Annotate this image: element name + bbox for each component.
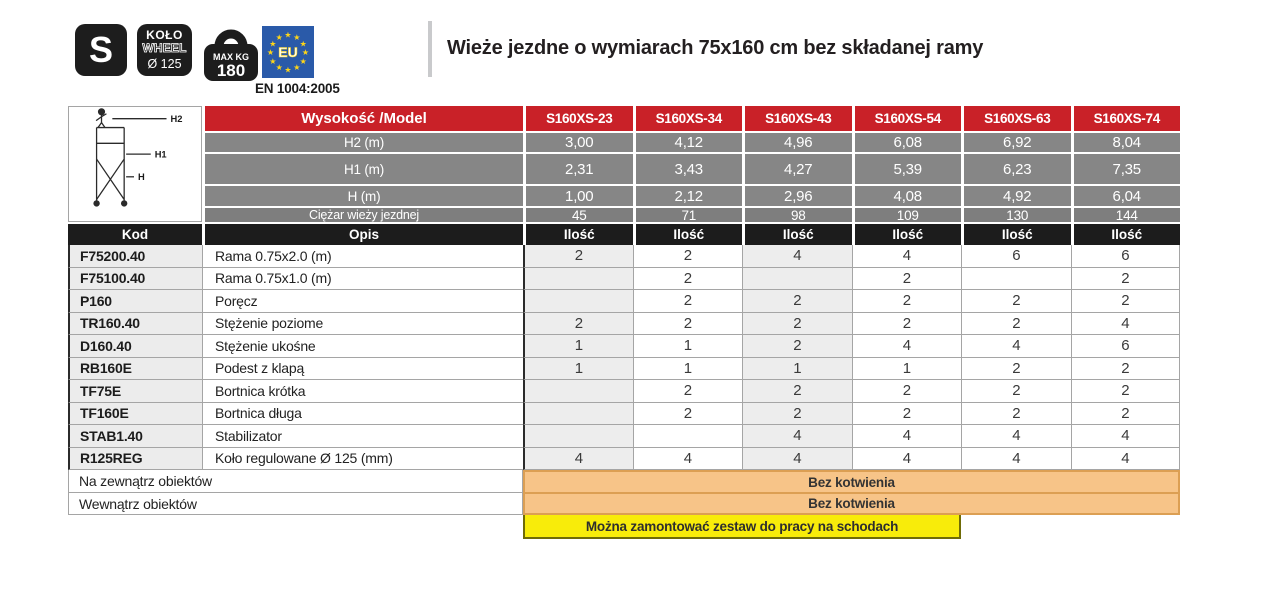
svg-text:★: ★ <box>275 32 283 42</box>
svg-text:★: ★ <box>275 63 283 73</box>
qty-cell: 4 <box>1071 425 1181 448</box>
max-load-weight-icon <box>203 20 259 82</box>
svg-text:★: ★ <box>266 48 275 57</box>
description-cell: Poręcz <box>202 290 523 313</box>
qty-cell: 2 <box>961 403 1071 426</box>
stairs-kit-note: Można zamontować zestaw do pracy na schodach <box>523 515 961 539</box>
model-header: S160XS-74 <box>1071 106 1181 131</box>
footer-spacer <box>961 515 1180 539</box>
max-kg-value: 180 <box>216 61 246 80</box>
diagram-label-h1: H1 <box>154 149 167 160</box>
description-cell: Rama 0.75x2.0 (m) <box>202 245 523 268</box>
qty-cell <box>523 268 633 291</box>
diagram-label-h: H <box>137 172 145 183</box>
spec-value: 6,04 <box>1071 184 1181 206</box>
description-cell: Koło regulowane Ø 125 (mm) <box>202 448 523 471</box>
scaffold-class-s-icon <box>75 24 127 76</box>
footer-spacer <box>68 515 523 539</box>
spec-value: 144 <box>1071 206 1181 222</box>
qty-cell: 2 <box>961 358 1071 381</box>
code-cell: TR160.40 <box>68 313 202 336</box>
qty-cell <box>742 268 852 291</box>
spec-value: 130 <box>961 206 1071 222</box>
column-header-ilosc: Ilość <box>523 222 633 245</box>
spec-value: 109 <box>852 206 962 222</box>
qty-cell: 4 <box>742 448 852 471</box>
spec-value: 4,92 <box>961 184 1071 206</box>
svg-text:★: ★ <box>284 30 292 40</box>
wheel-diameter-value: Ø 125 <box>147 57 182 72</box>
qty-cell <box>633 425 743 448</box>
column-header-ilosc: Ilość <box>742 222 852 245</box>
qty-cell: 4 <box>1071 448 1181 471</box>
qty-cell <box>523 403 633 426</box>
qty-cell: 2 <box>852 380 962 403</box>
spec-row-label: Ciężar wieży jezdnej <box>202 206 523 222</box>
qty-cell: 2 <box>961 313 1071 336</box>
column-header-ilosc: Ilość <box>633 222 743 245</box>
code-cell: F75100.40 <box>68 268 202 291</box>
spec-value: 4,96 <box>742 131 852 152</box>
qty-cell: 2 <box>1071 403 1181 426</box>
s-badge-label: S <box>88 29 113 70</box>
qty-cell: 4 <box>961 448 1071 471</box>
qty-cell: 4 <box>852 448 962 471</box>
spec-value: 2,12 <box>633 184 743 206</box>
column-header-ilosc: Ilość <box>961 222 1071 245</box>
qty-cell: 2 <box>633 245 743 268</box>
qty-cell: 2 <box>633 313 743 336</box>
qty-cell: 2 <box>742 380 852 403</box>
qty-cell: 4 <box>852 425 962 448</box>
spec-value: 6,08 <box>852 131 962 152</box>
qty-cell: 4 <box>961 425 1071 448</box>
qty-cell <box>523 425 633 448</box>
qty-cell: 2 <box>852 268 962 291</box>
qty-cell: 1 <box>742 358 852 381</box>
qty-cell: 2 <box>961 380 1071 403</box>
model-header: S160XS-34 <box>633 106 743 131</box>
description-cell: Stężenie ukośne <box>202 335 523 358</box>
column-header-ilosc: Ilość <box>1071 222 1181 245</box>
usage-outside-label: Na zewnątrz obiektów <box>68 470 523 493</box>
qty-cell: 2 <box>852 403 962 426</box>
qty-cell: 1 <box>523 335 633 358</box>
code-cell: RB160E <box>68 358 202 381</box>
usage-inside-label: Wewnątrz obiektów <box>68 493 523 515</box>
svg-text:★: ★ <box>301 48 310 57</box>
qty-cell: 4 <box>633 448 743 471</box>
spec-value: 3,00 <box>523 131 633 152</box>
spec-row-label: H1 (m) <box>202 152 523 184</box>
spec-table <box>68 106 1180 539</box>
svg-text:★: ★ <box>293 32 301 42</box>
qty-cell: 4 <box>742 425 852 448</box>
anchoring-outside-note: Bez kotwienia <box>523 470 1180 493</box>
model-header: S160XS-43 <box>742 106 852 131</box>
description-cell: Bortnica długa <box>202 403 523 426</box>
qty-cell <box>961 268 1071 291</box>
spec-row-label: H2 (m) <box>202 131 523 152</box>
qty-cell: 6 <box>961 245 1071 268</box>
code-cell: F75200.40 <box>68 245 202 268</box>
qty-cell: 2 <box>633 403 743 426</box>
qty-cell: 2 <box>852 290 962 313</box>
svg-text:★: ★ <box>269 39 277 49</box>
column-header-kod: Kod <box>68 222 202 245</box>
qty-cell: 2 <box>1071 268 1181 291</box>
table-header-model: Wysokość /Model <box>202 106 523 131</box>
qty-cell: 2 <box>633 268 743 291</box>
svg-text:★: ★ <box>299 39 307 49</box>
description-cell: Bortnica krótka <box>202 380 523 403</box>
qty-cell: 4 <box>852 335 962 358</box>
qty-cell: 2 <box>742 403 852 426</box>
title-divider-bar <box>428 21 432 77</box>
model-header: S160XS-63 <box>961 106 1071 131</box>
svg-text:★: ★ <box>299 56 307 66</box>
qty-cell: 6 <box>1071 245 1181 268</box>
qty-cell: 2 <box>1071 380 1181 403</box>
qty-cell: 2 <box>742 335 852 358</box>
wheel-label-pl: KOŁO <box>146 28 183 43</box>
max-kg-label: MAX KG <box>213 52 249 62</box>
spec-value: 8,04 <box>1071 131 1181 152</box>
model-header: S160XS-23 <box>523 106 633 131</box>
qty-cell: 2 <box>633 290 743 313</box>
spec-value: 4,08 <box>852 184 962 206</box>
spec-value: 4,12 <box>633 131 743 152</box>
qty-cell: 4 <box>961 335 1071 358</box>
qty-cell: 2 <box>1071 358 1181 381</box>
qty-cell: 2 <box>742 290 852 313</box>
description-cell: Stabilizator <box>202 425 523 448</box>
spec-value: 3,43 <box>633 152 743 184</box>
svg-text:★: ★ <box>293 63 301 73</box>
qty-cell: 2 <box>523 313 633 336</box>
qty-cell: 1 <box>633 358 743 381</box>
qty-cell: 4 <box>523 448 633 471</box>
tower-height-diagram <box>68 106 202 222</box>
code-cell: R125REG <box>68 448 202 471</box>
qty-cell <box>523 290 633 313</box>
code-cell: P160 <box>68 290 202 313</box>
diagram-label-h2: H2 <box>170 114 183 125</box>
code-cell: TF75E <box>68 380 202 403</box>
qty-cell: 2 <box>633 380 743 403</box>
eu-label: EU <box>278 44 298 60</box>
qty-cell: 4 <box>852 245 962 268</box>
spec-value: 5,39 <box>852 152 962 184</box>
wheel-label-en: WHEEL <box>142 41 187 56</box>
page-title: Wieże jezdne o wymiarach 75x160 cm bez składanej ramy <box>447 37 984 59</box>
spec-value: 4,27 <box>742 152 852 184</box>
svg-text:★: ★ <box>284 65 292 75</box>
eu-flag-icon <box>262 26 314 78</box>
column-header-ilosc: Ilość <box>852 222 962 245</box>
description-cell: Stężenie poziome <box>202 313 523 336</box>
qty-cell: 2 <box>852 313 962 336</box>
code-cell: D160.40 <box>68 335 202 358</box>
spec-value: 45 <box>523 206 633 222</box>
spec-value: 98 <box>742 206 852 222</box>
qty-cell: 2 <box>742 313 852 336</box>
qty-cell: 2 <box>523 245 633 268</box>
spec-value: 2,96 <box>742 184 852 206</box>
wheel-diameter-icon <box>137 24 192 76</box>
qty-cell: 4 <box>742 245 852 268</box>
spec-value: 71 <box>633 206 743 222</box>
spec-value: 7,35 <box>1071 152 1181 184</box>
code-cell: TF160E <box>68 403 202 426</box>
qty-cell: 1 <box>523 358 633 381</box>
spec-value: 6,92 <box>961 131 1071 152</box>
norm-standard-label: EN 1004:2005 <box>255 81 340 96</box>
spec-value: 2,31 <box>523 152 633 184</box>
model-header: S160XS-54 <box>852 106 962 131</box>
description-cell: Podest z klapą <box>202 358 523 381</box>
description-cell: Rama 0.75x1.0 (m) <box>202 268 523 291</box>
spec-value: 1,00 <box>523 184 633 206</box>
spec-row-label: H (m) <box>202 184 523 206</box>
anchoring-inside-note: Bez kotwienia <box>523 493 1180 515</box>
svg-text:★: ★ <box>269 56 277 66</box>
spec-value: 6,23 <box>961 152 1071 184</box>
qty-cell: 6 <box>1071 335 1181 358</box>
qty-cell: 1 <box>852 358 962 381</box>
code-cell: STAB1.40 <box>68 425 202 448</box>
qty-cell: 2 <box>961 290 1071 313</box>
qty-cell: 4 <box>1071 313 1181 336</box>
qty-cell: 1 <box>633 335 743 358</box>
qty-cell: 2 <box>1071 290 1181 313</box>
column-header-opis: Opis <box>202 222 523 245</box>
qty-cell <box>523 380 633 403</box>
